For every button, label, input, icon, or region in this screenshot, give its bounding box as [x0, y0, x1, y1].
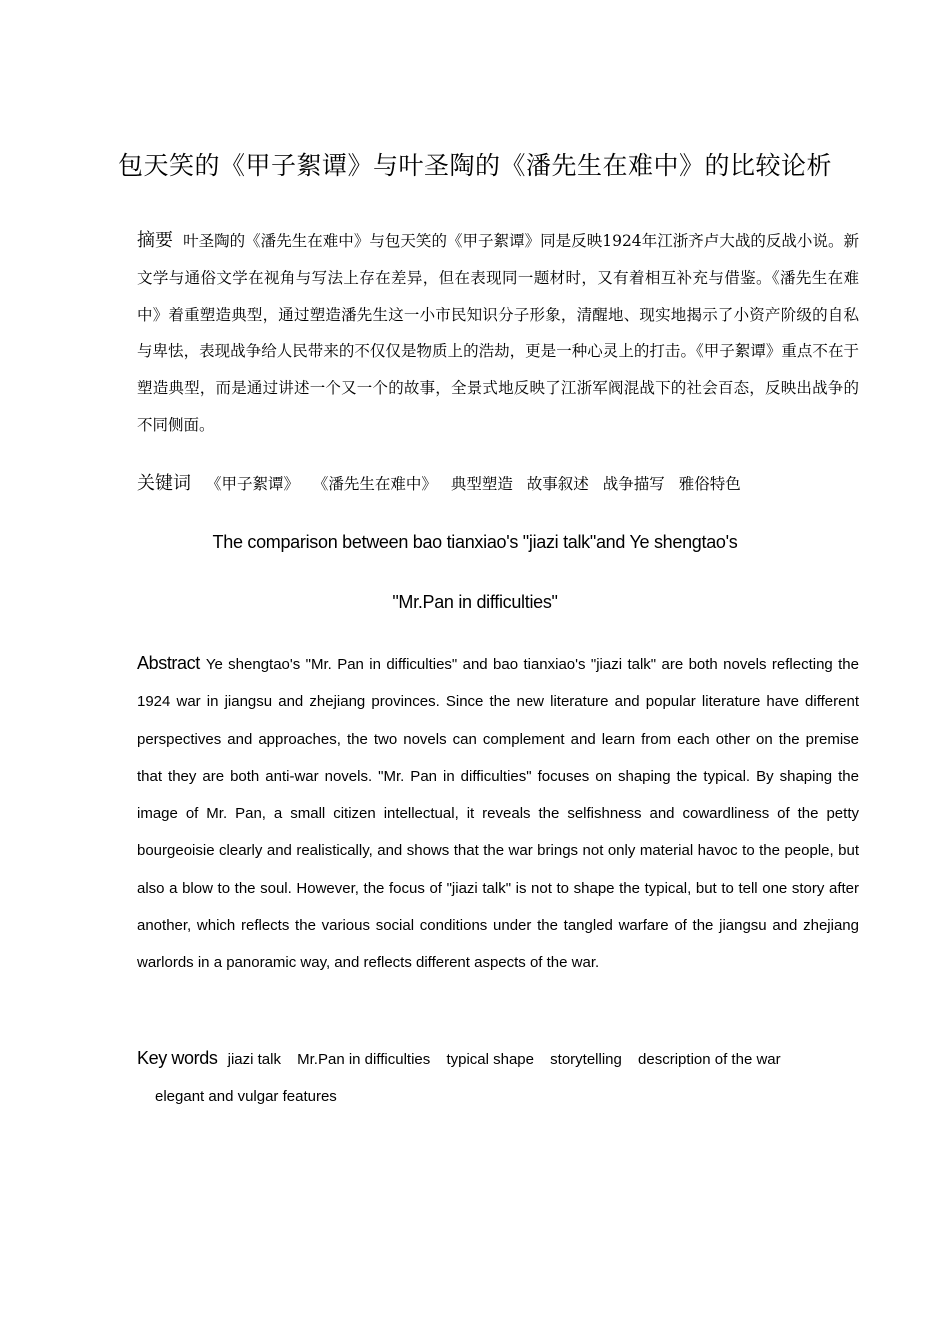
- english-keyword: Mr.Pan in difficulties: [297, 1051, 431, 1068]
- chinese-abstract-label: 摘要: [137, 230, 174, 251]
- english-keyword: typical shape: [446, 1051, 534, 1068]
- english-title-line-2: "Mr.Pan in difficulties": [392, 592, 558, 612]
- english-abstract: [137, 645, 859, 982]
- chinese-abstract: [137, 223, 859, 444]
- chinese-keyword: 战争描写: [602, 475, 665, 493]
- english-keywords: [137, 1040, 859, 1116]
- english-abstract-label: Abstract: [137, 653, 200, 673]
- chinese-keywords: [137, 466, 859, 503]
- english-title-line-1: The comparison between bao tianxiao's "jiazi talk"and Ye shengtao's: [212, 532, 738, 552]
- chinese-keyword: 故事叙述: [526, 475, 589, 493]
- english-keyword: jiazi talk: [227, 1051, 281, 1068]
- english-keyword: storytelling: [550, 1051, 622, 1068]
- chinese-keyword: 《甲子絮谭》: [205, 475, 299, 493]
- english-abstract-text: Ye shengtao's "Mr. Pan in difficulties" and bao tianxiao's "jiazi talk" are both novels reflecting the 1924 war in jiangsu and zhejiang provinces. Since the new literature and popular literature have different perspectives and approaches, the two novels can complement and learn from each other on the premise that they are both anti-war novels. "Mr. Pan in difficulties" focuses on shaping the typical. By shaping the image of Mr. Pan, a small citizen intellectual, it reveals the selfishness and cowardliness of the petty bourgeoisie clearly and realistically, and shows that the war brings not only material havoc to the people, but also a blow to the soul. However, the focus of "jiazi talk" is not to shape the typical, but to tell one story after another, which reflects the various social conditions under the tangled warfare of the jiangsu and zhejiang warlords in a panoramic way, and reflects different aspects of the war.: [137, 656, 859, 972]
- chinese-keyword: 《潘先生在难中》: [312, 475, 437, 493]
- chinese-title: 包天笑的《甲子絮谭》与叶圣陶的《潘先生在难中》的比较论析: [117, 151, 832, 180]
- english-keyword: description of the war: [638, 1051, 781, 1068]
- chinese-keywords-label: 关键词: [137, 473, 191, 494]
- chinese-abstract-text: 叶圣陶的《潘先生在难中》与包天笑的《甲子絮谭》同是反映1924年江浙齐卢大战的反战小说。新文学与通俗文学在视角与写法上存在差异，但在表现同一题材时，又有着相互补充与借鉴。《潘先生在难中》着重塑造典型，通过塑造潘先生这一小市民知识分子形象，清醒地、现实地揭示了小资产阶级的自私与卑怯，表现战争给人民带来的不仅仅是物质上的浩劫，更是一种心灵上的打击。《甲子絮谭》重点不在于塑造典型，而是通过讲述一个又一个的故事，全景式地反映了江浙军阀混战下的社会百态，反映出战争的不同侧面。: [137, 232, 860, 434]
- chinese-keyword: 雅俗特色: [678, 475, 741, 493]
- english-keywords-label: Key words: [137, 1048, 218, 1068]
- chinese-keyword: 典型塑造: [450, 475, 513, 493]
- english-keyword: elegant and vulgar features: [155, 1088, 337, 1106]
